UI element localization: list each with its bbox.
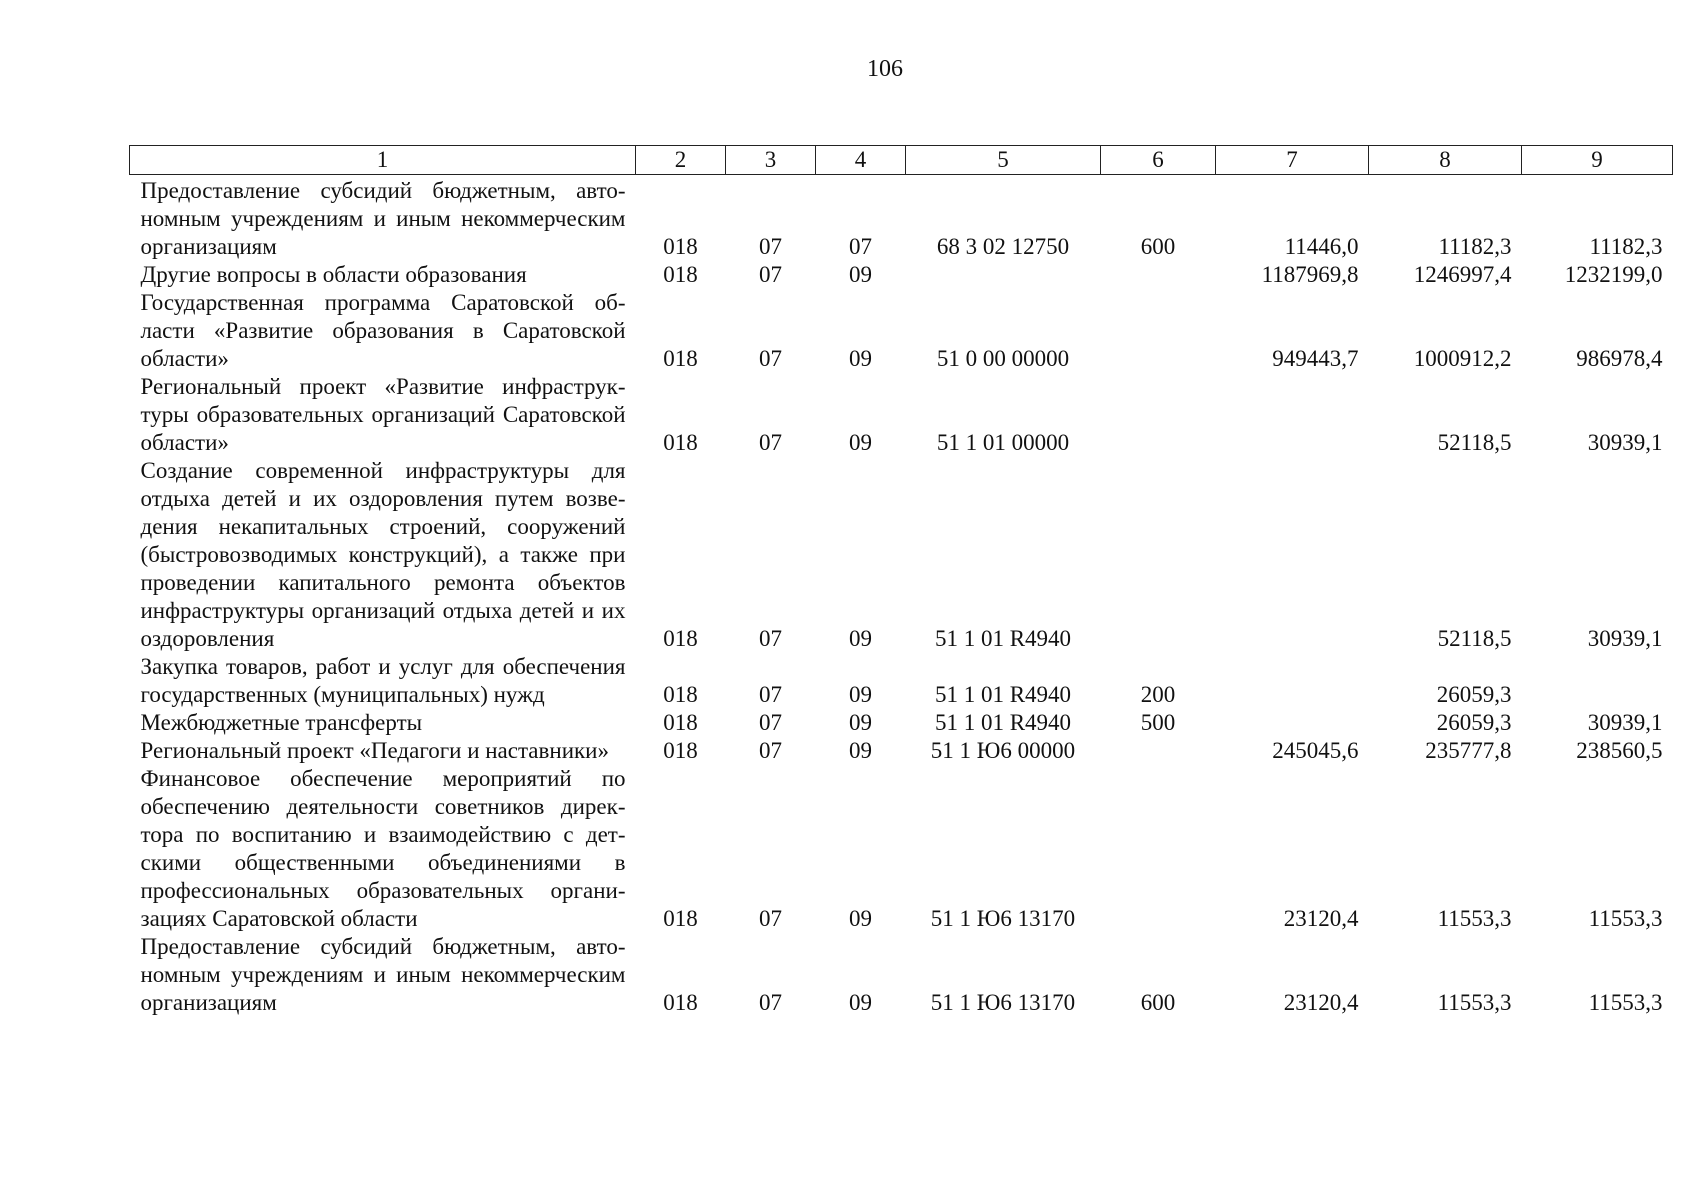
row-name-cell: Государственная программа Саратовской области «Развитие образования в Саратовской области» — [140, 290, 626, 371]
row-value-col7-cell — [1216, 457, 1369, 653]
row-value-col7-cell: 11446,0 — [1284, 234, 1359, 259]
row-subsection-cell: 09 — [849, 430, 872, 455]
table-row — [130, 709, 1673, 737]
row-subsection-cell: 09 — [849, 710, 872, 735]
row-section-cell: 07 — [759, 430, 782, 455]
row-name-cell: Закупка товаров, работ и услуг для обеспечения государственных (муниципальных) нужд — [140, 654, 626, 707]
table-header — [130, 146, 1673, 175]
row-value-col7-cell: 23120,4 — [1283, 990, 1359, 1015]
row-expense-type-cell — [1101, 261, 1216, 289]
row-value-col9-cell: 1232199,0 — [1564, 262, 1663, 287]
row-target-article-cell: 51 0 00 00000 — [936, 346, 1070, 371]
row-value-col7-cell — [1216, 653, 1369, 709]
row-value-col9-cell: 30939,1 — [1587, 710, 1663, 735]
row-name-cell: Другие вопросы в области образования — [140, 262, 527, 287]
row-expense-type-cell: 500 — [1140, 710, 1176, 735]
row-subsection-cell: 09 — [849, 682, 872, 707]
row-ministry-code-cell: 018 — [663, 710, 698, 735]
table-body — [130, 175, 1673, 1018]
row-subsection-cell: 09 — [849, 626, 872, 651]
row-subsection-cell: 09 — [849, 906, 872, 931]
row-value-col9-cell: 11553,3 — [1588, 990, 1663, 1015]
column-header-5: 5 — [906, 146, 1101, 175]
row-expense-type-cell: 600 — [1140, 990, 1176, 1015]
row-ministry-code-cell: 018 — [663, 906, 698, 931]
row-value-col7-cell: 1187969,8 — [1261, 262, 1359, 287]
budget-table — [129, 145, 1673, 1017]
row-section-cell: 07 — [759, 234, 782, 259]
row-ministry-code-cell: 018 — [663, 346, 698, 371]
row-section-cell: 07 — [759, 262, 782, 287]
row-section-cell: 07 — [759, 682, 782, 707]
column-header-1: 1 — [130, 146, 636, 175]
table-row — [130, 653, 1673, 709]
row-section-cell: 07 — [759, 346, 782, 371]
column-header-9: 9 — [1522, 146, 1673, 175]
row-expense-type-cell — [1101, 373, 1216, 457]
row-target-article-cell — [906, 261, 1101, 289]
row-name-cell: Межбюджетные трансферты — [140, 710, 423, 735]
table-row — [130, 289, 1673, 373]
row-value-col8-cell: 52118,5 — [1437, 626, 1512, 651]
row-name-cell: Предоставление субсидий бюджетным, автономным учреждениям и иным некоммерческим организациям — [140, 934, 626, 1015]
row-target-article-cell: 51 1 01 R4940 — [934, 710, 1072, 735]
row-value-col7-cell — [1216, 709, 1369, 737]
table-row — [130, 737, 1673, 765]
row-ministry-code-cell: 018 — [663, 990, 698, 1015]
row-value-col7-cell: 245045,6 — [1272, 738, 1359, 763]
table-row — [130, 261, 1673, 289]
row-value-col8-cell: 235777,8 — [1425, 738, 1512, 763]
row-value-col8-cell: 26059,3 — [1436, 710, 1512, 735]
row-ministry-code-cell: 018 — [663, 682, 698, 707]
row-section-cell: 07 — [759, 710, 782, 735]
row-section-cell: 07 — [759, 990, 782, 1015]
row-value-col9-cell: 986978,4 — [1576, 346, 1663, 371]
row-value-col9-cell: 30939,1 — [1587, 626, 1663, 651]
row-value-col7-cell: 23120,4 — [1283, 906, 1359, 931]
row-target-article-cell: 51 1 01 R4940 — [934, 682, 1072, 707]
table-row — [130, 373, 1673, 457]
row-subsection-cell: 09 — [849, 738, 872, 763]
row-value-col9-cell: 11182,3 — [1589, 234, 1663, 259]
row-ministry-code-cell: 018 — [663, 738, 698, 763]
row-name-cell: Предоставление субсидий бюджетным, автономным учреждениям и иным некоммерческим организациям — [140, 178, 626, 259]
column-header-6: 6 — [1101, 146, 1216, 175]
row-target-article-cell: 51 1 01 R4940 — [934, 626, 1072, 651]
row-name-cell: Создание современной инфраструктуры для отдыха детей и их оздоровления путем возведения некапитальных строений, сооружений (быстровозводимых конструкций), а также при проведении капитального ремонта объектов инфраструктуры организаций отдыха детей и их оздоровления — [140, 458, 626, 651]
row-name-cell: Региональный проект «Педагоги и наставники» — [140, 738, 609, 763]
row-value-col8-cell: 1246997,4 — [1413, 262, 1512, 287]
row-target-article-cell: 51 1 Ю6 13170 — [930, 906, 1076, 931]
row-ministry-code-cell: 018 — [663, 262, 698, 287]
page-number: 106 — [867, 56, 903, 82]
row-value-col7-cell: 949443,7 — [1272, 346, 1359, 371]
column-header-8: 8 — [1369, 146, 1522, 175]
row-ministry-code-cell: 018 — [663, 430, 698, 455]
row-expense-type-cell — [1101, 737, 1216, 765]
row-expense-type-cell — [1101, 765, 1216, 933]
row-value-col8-cell: 1000912,2 — [1413, 346, 1512, 371]
row-ministry-code-cell: 018 — [663, 626, 698, 651]
row-expense-type-cell: 600 — [1140, 234, 1176, 259]
row-value-col8-cell: 11182,3 — [1438, 234, 1512, 259]
column-header-7: 7 — [1216, 146, 1369, 175]
column-header-3: 3 — [726, 146, 816, 175]
row-value-col8-cell: 26059,3 — [1436, 682, 1512, 707]
column-header-2: 2 — [636, 146, 726, 175]
column-header-4: 4 — [816, 146, 906, 175]
row-value-col9-cell: 238560,5 — [1576, 738, 1663, 763]
row-target-article-cell: 51 1 Ю6 00000 — [930, 738, 1076, 763]
table-row — [130, 933, 1673, 1017]
row-target-article-cell: 51 1 Ю6 13170 — [930, 990, 1076, 1015]
row-ministry-code-cell: 018 — [663, 234, 698, 259]
table-row — [130, 175, 1673, 262]
row-section-cell: 07 — [759, 906, 782, 931]
row-expense-type-cell — [1101, 457, 1216, 653]
row-value-col7-cell — [1216, 373, 1369, 457]
row-name-cell: Финансовое обеспечение мероприятий по обеспечению деятельности советников директора по воспитанию и взаимодействию с детскими общественными объединениями в профессиональных образовательных организациях Саратовской области — [140, 766, 626, 931]
row-subsection-cell: 09 — [849, 262, 872, 287]
row-value-col9-cell — [1522, 653, 1673, 709]
row-subsection-cell: 09 — [849, 990, 872, 1015]
header-row — [130, 146, 1673, 175]
row-subsection-cell: 09 — [849, 346, 872, 371]
row-target-article-cell: 68 3 02 12750 — [936, 234, 1070, 259]
row-value-col8-cell: 11553,3 — [1437, 990, 1512, 1015]
table-row — [130, 457, 1673, 653]
row-value-col9-cell: 11553,3 — [1588, 906, 1663, 931]
row-name-cell: Региональный проект «Развитие инфраструктуры образовательных организаций Саратовской области» — [140, 374, 626, 455]
row-value-col8-cell: 11553,3 — [1437, 906, 1512, 931]
row-section-cell: 07 — [759, 738, 782, 763]
row-section-cell: 07 — [759, 626, 782, 651]
table-row — [130, 765, 1673, 933]
row-target-article-cell: 51 1 01 00000 — [936, 430, 1070, 455]
row-expense-type-cell — [1101, 289, 1216, 373]
row-expense-type-cell: 200 — [1140, 682, 1176, 707]
row-value-col9-cell: 30939,1 — [1587, 430, 1663, 455]
row-value-col8-cell: 52118,5 — [1437, 430, 1512, 455]
row-subsection-cell: 07 — [849, 234, 872, 259]
